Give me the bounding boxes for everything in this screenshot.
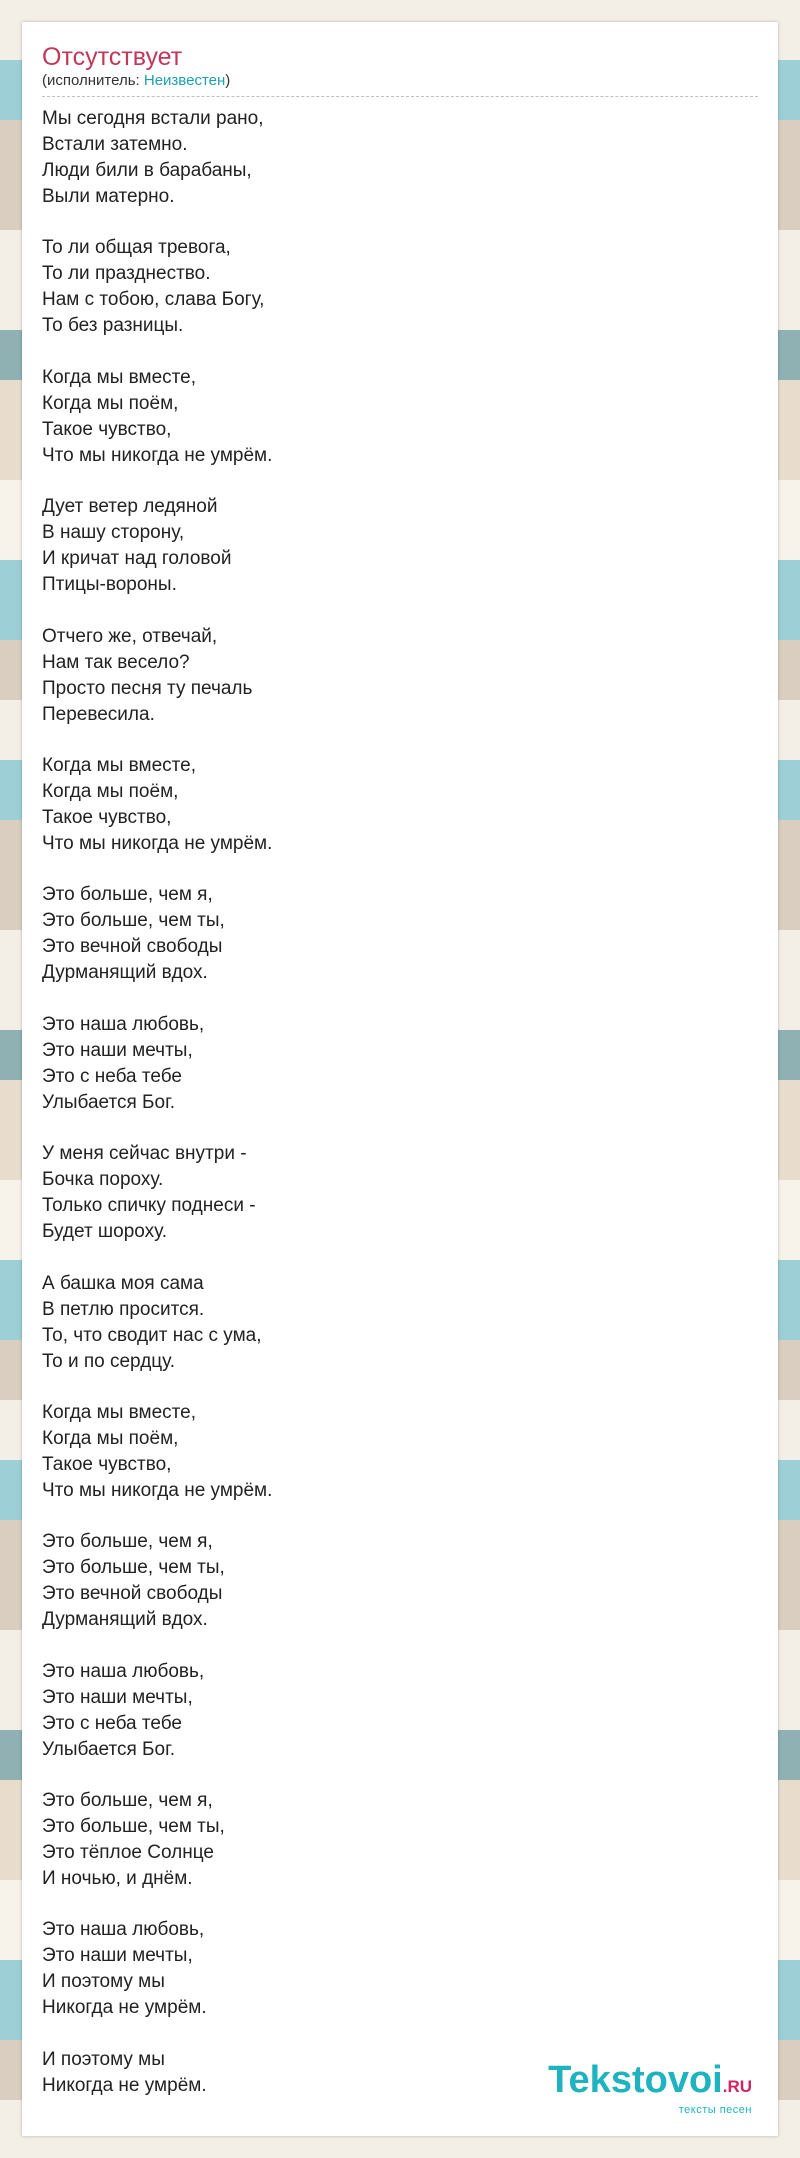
lyric-line: Когда мы вместе, [42,366,196,388]
lyric-line: Когда мы поём, [42,1427,179,1449]
song-title: Отсутствует [42,43,183,71]
lyric-line: И кричат над головой [42,548,232,570]
lyric-line: Это тёплое Солнце [42,1842,214,1864]
logo-name: Tekstovoi [548,2059,723,2101]
lyric-line: Такое чувство, [42,806,172,828]
lyric-line: То ли общая тревога, [42,237,231,259]
lyric-line: Когда мы вместе, [42,754,196,776]
lyric-line: Дурманящий вдох. [42,962,208,984]
lyric-line: Когда мы поём, [42,780,179,802]
lyric-line: И поэтому мы [42,2048,165,2070]
logo-wordmark [548,2061,752,2106]
stanza [42,106,742,210]
lyric-line: Люди били в барабаны, [42,160,252,181]
stanza [42,882,742,986]
lyric-line: Что мы никогда не умрём. [42,444,273,466]
stanza [42,365,742,469]
logo-tagline: тексты песен [678,2104,752,2116]
lyric-line: Это наша любовь, [42,1013,205,1035]
lyric-line: То, что сводит нас с ума, [42,1324,262,1346]
stanza [42,1788,742,1892]
lyric-line: Это наша любовь, [42,1660,205,1682]
artist-link[interactable]: Неизвестен [143,72,226,89]
lyric-line: Это вечной свободы [42,936,223,958]
lyric-line: Нам так весело? [42,651,190,673]
lyric-line: Это больше, чем ты, [42,1557,225,1579]
lyric-line: Это наши мечты, [42,1686,193,1708]
lyric-line: Дует ветер ледяной [42,496,218,518]
lyric-line: Это с неба тебе [42,1065,182,1087]
lyric-line: Будет шороху. [42,1221,168,1243]
lyric-line: И ночью, и днём. [42,1868,193,1890]
artist-line [42,72,758,90]
lyric-line: Никогда не умрём. [42,2074,207,2096]
lyric-line: Когда мы вместе, [42,1401,196,1423]
lyric-line: Птицы-вороны. [42,574,177,596]
stanza [42,1529,742,1633]
lyric-line: Это больше, чем ты, [42,910,225,932]
lyric-line: Мы сегодня встали рано, [42,108,264,129]
lyric-line: Улыбается Бог. [42,1091,175,1113]
lyric-line: Это наша любовь, [42,1919,205,1941]
lyric-line: Такое чувство, [42,1453,172,1475]
stanza [42,235,742,339]
stanza [42,1141,742,1245]
lyric-line: Такое чувство, [42,418,172,440]
lyric-line: Улыбается Бог. [42,1738,175,1760]
lyric-line: Это больше, чем я, [42,1790,213,1812]
lyric-line: Выли матерно. [42,186,175,207]
lyric-line: Только спичку поднеси - [42,1195,256,1217]
lyric-line: Это больше, чем ты, [42,1816,225,1838]
stanza [42,1012,742,1116]
stanza [42,1271,742,1375]
lyric-line: Бочка пороху. [42,1169,164,1191]
lyric-line: Что мы никогда не умрём. [42,832,273,854]
stanza [42,1400,742,1504]
lyric-line: Это с неба тебе [42,1712,182,1734]
lyric-line: Перевесила. [42,703,155,725]
lyric-line: Когда мы поём, [42,392,179,414]
lyrics-card [22,22,778,2136]
artist-prefix: (исполнитель: [42,72,144,89]
lyric-line: А башка моя сама [42,1272,204,1294]
lyric-line: И поэтому мы [42,1971,165,1993]
site-logo[interactable] [548,2061,752,2116]
lyric-line: То и по сердцу. [42,1350,176,1372]
lyric-line: У меня сейчас внутри - [42,1143,247,1165]
lyric-line: Это больше, чем я, [42,1531,213,1553]
lyric-line: Никогда не умрём. [42,1997,207,2019]
lyric-line: Встали затемно. [42,134,188,155]
lyric-line: Просто песня ту печаль [42,677,253,699]
lyrics-text [42,106,742,2124]
lyric-line: Это вечной свободы [42,1583,223,1605]
stanza [42,753,742,857]
lyric-line: Это больше, чем я, [42,884,213,906]
stanza [42,1917,742,2021]
lyric-line: В петлю просится. [42,1298,205,1320]
lyric-line: То ли празднество. [42,263,211,285]
stanza [42,1659,742,1763]
lyric-line: То без разницы. [42,315,184,337]
lyric-line: Нам с тобою, слава Богу, [42,289,265,311]
lyric-line: Что мы никогда не умрём. [42,1479,273,1501]
lyric-line: Дурманящий вдох. [42,1609,208,1631]
lyric-line: Это наши мечты, [42,1039,193,1061]
logo-tld: .RU [722,2077,752,2096]
stanza [42,624,742,728]
song-header [42,42,758,97]
lyric-line: Отчего же, отвечай, [42,625,218,647]
lyric-line: В нашу сторону, [42,522,185,544]
stanza [42,494,742,598]
lyric-line: Это наши мечты, [42,1945,193,1967]
artist-suffix: ) [225,72,231,89]
